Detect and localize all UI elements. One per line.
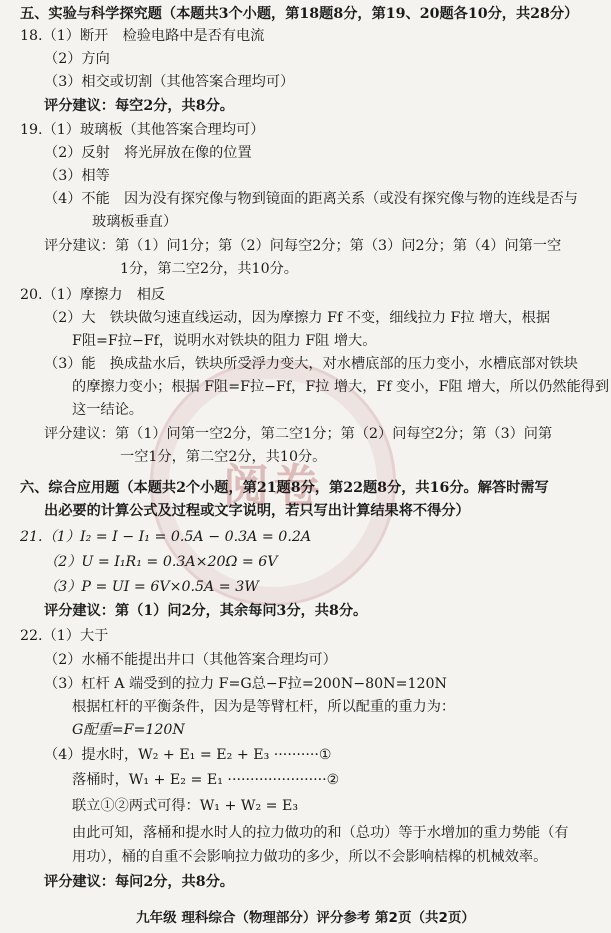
q22-4-conclusion-cont: 用功），桶的自重不会影响拉力做功的多少，所以不会影响桔槔的机械效率。: [72, 849, 548, 865]
q22-4: （4）提水时，W₂ + E₁ = E₂ + E₃ ··········①: [44, 747, 332, 763]
q20-1: 20.（1）摩擦力 相反: [20, 287, 166, 303]
q22-4-conclusion: 由此可知，落桶和提水时人的拉力做功的和（总功）等于水增加的重力势能（有: [72, 825, 569, 841]
q19-3: （3）相等: [44, 168, 110, 184]
q19-scoring-cont: 1分，第二空2分，共10分。: [120, 261, 298, 277]
q18-scoring: 评分建议：每空2分，共8分。: [44, 98, 234, 114]
section-5-heading: 五、实验与科学探究题（本题共3个小题，第18题8分，第19、20题各10分，共28分）: [20, 6, 579, 22]
section-6-heading: 六、综合应用题（本题共2个小题，第21题8分，第22题8分，共16分。解答时需写: [20, 480, 549, 496]
q20-2: （2）大 铁块做匀速直线运动，因为摩擦力 Ff 不变，细线拉力 F拉 增大，根据: [44, 310, 551, 326]
q19-1: 19.（1）玻璃板（其他答案合理均可）: [20, 122, 265, 138]
q22-4-combined: 联立①②两式可得：W₁ + W₂ = E₃: [72, 798, 299, 814]
q22-3-result: G配重=F=120N: [72, 722, 185, 738]
section-6-heading-cont: 出必要的计算公式及过程或文字说明，若只写出计算结果将不得分）: [44, 503, 470, 519]
q20-scoring: 评分建议：第（1）问第一空2分，第二空1分；第（2）问每空2分；第（3）问第: [44, 426, 553, 442]
q19-4: （4）不能 因为没有探究像与物到镜面的距离关系（或没有探究像与物的连线是否与: [44, 191, 578, 207]
q22-scoring: 评分建议：每问2分，共8分。: [44, 874, 234, 890]
q20-scoring-cont: 一空1分，第二空2分，共10分。: [120, 449, 327, 465]
q19-2: （2）反射 将光屏放在像的位置: [44, 145, 252, 161]
q18-2: （2）方向: [44, 51, 110, 67]
page-footer: 九年级 理科综合（物理部分）评分参考 第2页（共2页）: [136, 910, 475, 926]
q19-scoring: 评分建议：第（1）问1分；第（2）问每空2分；第（3）问2分；第（4）问第一空: [44, 238, 562, 254]
q22-2: （2）水桶不能提出井口（其他答案合理均可）: [44, 652, 337, 668]
q19-4-cont: 玻璃板垂直）: [92, 214, 178, 230]
q22-4-falling: 落桶时，W₁ + E₂ = E₁ ······················②: [72, 772, 340, 788]
q20-3-cont2: 这一结论。: [72, 402, 143, 418]
q18-3: （3）相交或切割（其他答案合理均可）: [44, 74, 295, 90]
q21-2: （2）U = I₁R₁ = 0.3A×20Ω = 6V: [44, 554, 278, 570]
q22-1: 22.（1）大于: [20, 628, 109, 644]
q20-2-cont: F阻=F拉−Ff，说明水对铁块的阻力 F阻 增大。: [72, 333, 377, 349]
q21-scoring: 评分建议：第（1）问2分，其余每问3分，共8分。: [44, 603, 368, 619]
q20-3: （3）能 换成盐水后，铁块所受浮力变大，对水槽底部的压力变小，水槽底部对铁块: [44, 356, 578, 372]
q18-1: 18.（1）断开 检验电路中是否有电流: [20, 28, 265, 44]
q21-1: 21.（1）I₂ = I − I₁ = 0.5A − 0.3A = 0.2A: [20, 529, 312, 545]
stamp-watermark: 阅卷: [150, 360, 396, 606]
q22-3-cont: 根据杠杆的平衡条件，因为是等臂杠杆，所以配重的重力为：: [72, 699, 456, 715]
q22-3: （3）杠杆 A 端受到的拉力 F=G总−F拉=200N−80N=120N: [44, 676, 447, 692]
q21-3: （3）P = UI = 6V×0.5A = 3W: [44, 579, 259, 595]
q20-3-cont: 的摩擦力变小；根据 F阻=F拉−Ff，F拉 增大，Ff 变小，F阻 增大，所以仍然能得到: [72, 379, 610, 395]
